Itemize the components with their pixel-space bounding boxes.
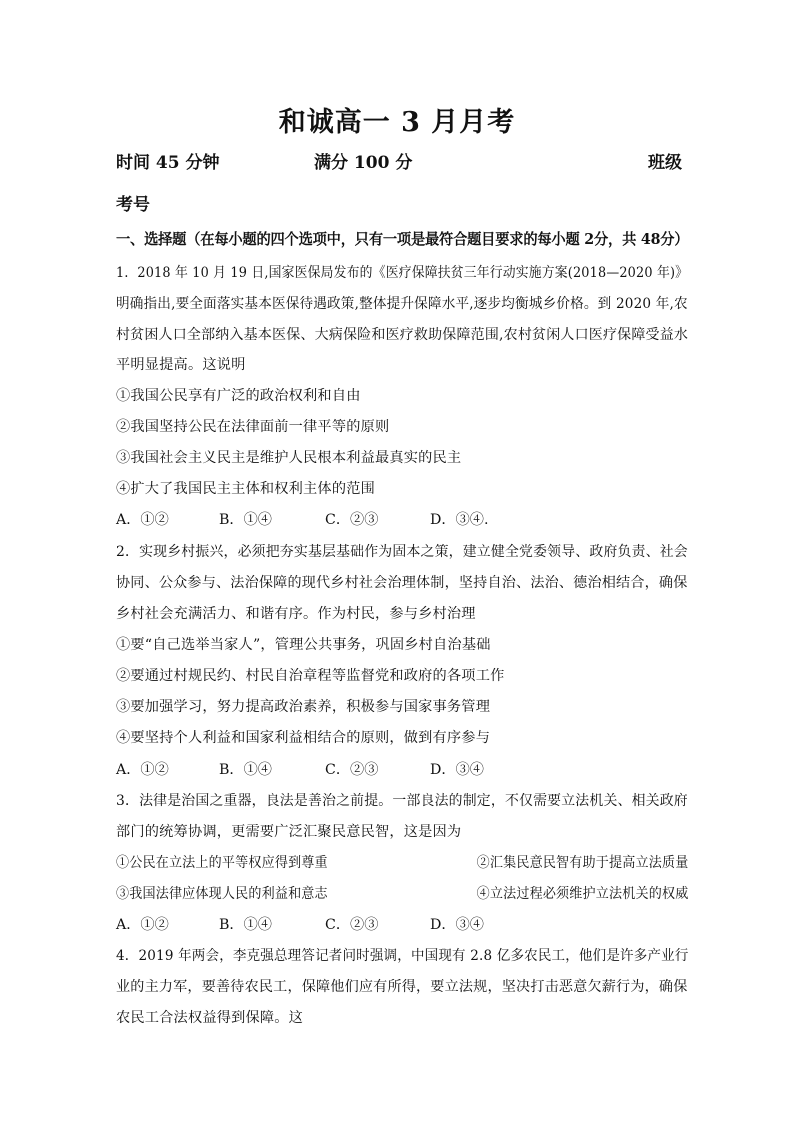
question-1-stem-line: 平明显提高。这说明 — [116, 357, 246, 373]
question-4-stem-line: 农民工合法权益得到保障。这 — [116, 1010, 304, 1026]
choice-d: D．③④ — [430, 762, 484, 778]
choice-a: A．①② — [116, 917, 169, 933]
question-1-statement: ②我国坚持公民在法律面前一律平等的原则 — [116, 419, 390, 435]
choice-c: C．②③ — [325, 762, 379, 778]
question-1-stem-line: 村贫困人口全部纳入基本医保、大病保险和医疗救助保障范围,农村贫闲人口医疗保障受益水 — [116, 327, 689, 343]
question-1-stem-line: 1．2018 年 10 月 19 日,国家医保局发布的《医疗保障扶贫三年行动实施方案(2018—2020 年)》 — [116, 265, 689, 281]
question-2-stem-line: 乡村社会充满活力、和谐有序。作为村民，参与乡村治理 — [116, 606, 476, 622]
question-4-stem-line: 业的主力军，要善待农民工，保障他们应有所得，要立法规，坚决打击恶意欠薪行为，确保 — [116, 979, 688, 995]
question-3-choices — [116, 914, 684, 934]
choice-a: A．①② — [116, 762, 169, 778]
choice-d: D．③④ — [430, 917, 484, 933]
choice-b: B．①④ — [219, 762, 272, 778]
question-3-statement-row — [116, 852, 689, 872]
choice-c: C．②③ — [325, 512, 379, 528]
class-label: 班级 — [648, 153, 682, 173]
question-2-statement: ③要加强学习，努力提高政治素养，积极参与国家事务管理 — [116, 699, 491, 715]
choice-b: B．①④ — [219, 917, 272, 933]
exam-title: 和诚高一 3 月月考 — [278, 107, 516, 138]
exam-info-row — [116, 148, 684, 172]
question-1-statement: ④扩大了我国民主主体和权利主体的范围 — [116, 481, 375, 497]
question-3-statement: ③我国法律应体现人民的利益和意志 — [116, 886, 328, 902]
question-3-stem-line: 部门的统筹协调，更需要广泛汇聚民意民智，这是因为 — [116, 824, 462, 840]
question-2-stem-line: 2．实现乡村振兴，必须把夯实基层基础作为固本之策，建立健全党委领导、政府负责、社会 — [116, 544, 688, 560]
exam-time: 时间 45 分钟 — [116, 153, 220, 173]
section-heading: 一、选择题（在每小题的四个选项中，只有一项是最符合题目要求的每小题 2分，共 48分） — [116, 230, 689, 248]
question-2-statement: ②要通过村规民约、村民自治章程等监督党和政府的各项工作 — [116, 668, 505, 684]
question-3-stem-line: 3．法律是治国之重器，良法是善治之前提。一部良法的制定，不仅需要立法机关、相关政府 — [116, 793, 688, 809]
question-3-statement: ②汇集民意民智有助于提高立法质量 — [476, 855, 689, 871]
exam-number-label: 考号 — [116, 195, 150, 215]
exam-full-score: 满分 100 分 — [314, 153, 413, 173]
question-1-statement: ①我国公民享有广泛的政治权利和自由 — [116, 388, 361, 404]
question-1-statement: ③我国社会主义民主是维护人民根本利益最真实的民主 — [116, 450, 462, 466]
question-1-stem-line: 明确指出,要全面落实基本医保待遇政策,整体提升保障水平,逐步均衡城乡价格。到 2020 年,农 — [116, 296, 688, 312]
question-4-stem-line: 4．2019 年两会，李克强总理答记者问时强调，中国现有 2.8 亿多农民工，他们是许多产业行 — [116, 948, 689, 964]
question-2-choices — [116, 759, 684, 779]
question-3-statement-row — [116, 883, 689, 903]
choice-b: B．①④ — [219, 512, 272, 528]
question-2-statement: ④要坚持个人利益和国家利益相结合的原则，做到有序参与 — [116, 730, 491, 746]
question-3-statement: ①公民在立法上的平等权应得到尊重 — [116, 855, 328, 871]
choice-d: D．③④. — [430, 512, 489, 528]
question-2-statement: ①要“自己选举当家人”，管理公共事务，巩固乡村自治基础 — [116, 637, 491, 653]
choice-c: C．②③ — [325, 917, 379, 933]
choice-a: A．①② — [116, 512, 169, 528]
question-2-stem-line: 协同、公众参与、法治保障的现代乡村社会治理体制，坚持自治、法治、德治相结合，确保 — [116, 575, 688, 591]
question-1-choices — [116, 509, 684, 529]
question-3-statement: ④立法过程必须维护立法机关的权威 — [476, 886, 689, 902]
